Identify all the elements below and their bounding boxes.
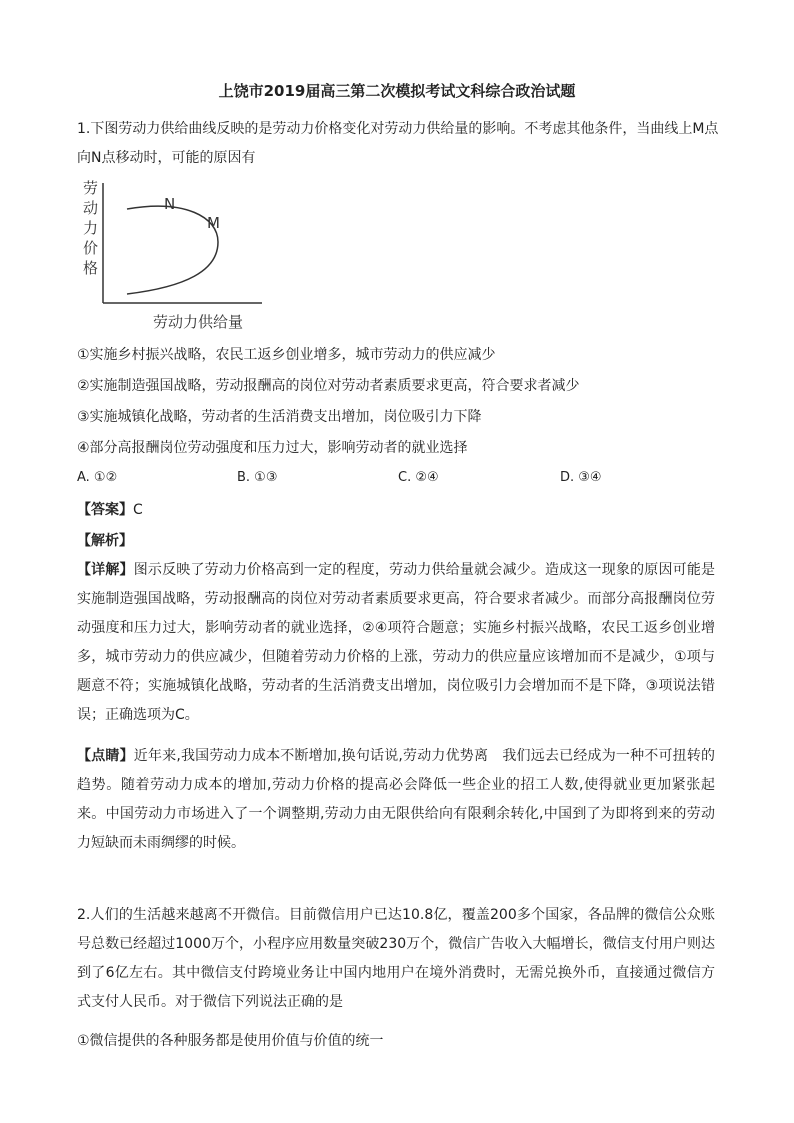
graph-y-label-3: 力: [83, 219, 99, 237]
answer-label: 【答案】: [77, 502, 133, 518]
point-m-label: M: [207, 214, 220, 232]
tip-label: 【点睛】: [77, 748, 134, 764]
graph-y-label-5: 格: [83, 259, 99, 277]
q1-stem-line2: 向N点移动时，可能的原因有: [77, 150, 256, 166]
detail-label: 【详解】: [77, 562, 134, 578]
answer-value: C: [133, 502, 143, 518]
graph-y-label-4: 价: [83, 239, 99, 257]
q2-stem: 2.人们的生活越来越离不开微信。目前微信用户已达10.8亿，覆盖200多个国家，各品牌的微信公众账号总数已经超过1000万个，小程序应用数量突破230万个，微信广告收入大幅增长，微信支付用户则达到了6亿左右。其中微信支付跨境业务让中国内地用户在境外消费时，无需兑换外币，直接通过微信方式支付人民币。对于微信下列说法正确的是: [77, 907, 715, 1010]
tip-text: 近年来,我国劳动力成本不断增加,换句话说,劳动力优势离 我们远去已经成为一种不可扭转的趋势。随着劳动力成本的增加,劳动力价格的提高必会降低一些企业的招工人数,使得就业更加紧张起来。中国劳动力市场进入了一个调整期,劳动力由无限供给向有限剩余转化,中国到了为即将到来的劳动力短缺而未雨绸缪的时候。: [77, 748, 716, 851]
q1-detail: [77, 556, 715, 730]
q1-option-d: D. ③④: [560, 470, 602, 485]
graph-x-label: 劳动力供给量: [153, 313, 244, 331]
q1-option-a: A. ①②: [77, 470, 118, 485]
q1-statement-4: ④部分高报酬岗位劳动强度和压力过大，影响劳动者的就业选择: [77, 440, 468, 456]
q1-answer: [77, 499, 143, 519]
q1-option-b: B. ①③: [237, 470, 278, 485]
q1-stem-line1: 1.下图劳动力供给曲线反映的是劳动力价格变化对劳动力供给量的影响。不考虑其他条件，当曲线上M点: [77, 121, 719, 137]
graph-y-label-1: 劳: [83, 179, 99, 197]
q1-statement-3: ③实施城镇化战略，劳动者的生活消费支出增加，岗位吸引力下降: [77, 409, 482, 425]
page-title: 上饶市2019届高三第二次模拟考试文科综合政治试题: [218, 82, 576, 100]
supply-curve: [127, 206, 218, 294]
q1-statement-1: ①实施乡村振兴战略，农民工返乡创业增多，城市劳动力的供应减少: [77, 347, 496, 363]
labor-supply-graph: [75, 175, 275, 333]
detail-text: 图示反映了劳动力价格高到一定的程度，劳动力供给量就会减少。造成这一现象的原因可能是实施制造强国战略，劳动报酬高的岗位对劳动者素质要求更高，符合要求者减少。而部分高报酬岗位劳动强度和压力过大，影响劳动者的就业选择，②④项符合题意；实施乡村振兴战略，农民工返乡创业增多，城市劳动力的供应减少，但随着劳动力价格的上涨，劳动力的供应量应该增加而不是减少，①项与题意不符；实施城镇化战略，劳动者的生活消费支出增加，岗位吸引力会增加而不是下降，③项说法错误；正确选项为C。: [77, 562, 716, 723]
point-n-label: N: [164, 195, 176, 213]
q1-option-c: C. ②④: [398, 470, 439, 485]
graph-y-label-2: 动: [83, 199, 99, 217]
analysis-label: 【解析】: [77, 533, 133, 549]
q1-tip: [77, 742, 715, 858]
q2-statement-1: ①微信提供的各种服务都是使用价值与价值的统一: [77, 1033, 384, 1049]
q1-statement-2: ②实施制造强国战略，劳动报酬高的岗位对劳动者素质要求更高，符合要求者减少: [77, 378, 580, 394]
